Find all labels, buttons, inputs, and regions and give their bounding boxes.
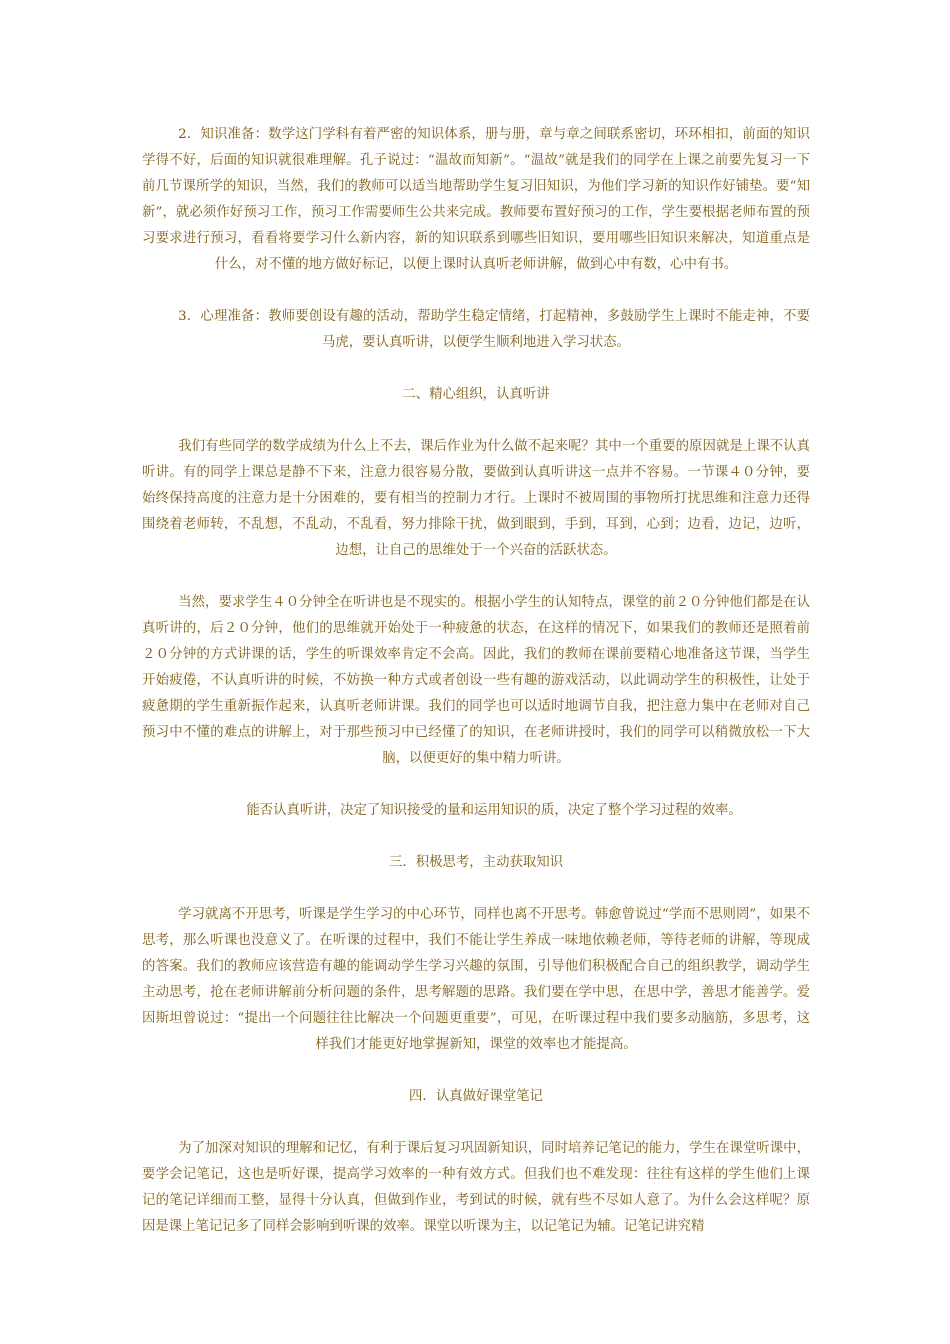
paragraph-think: 学习就离不开思考，听课是学生学习的中心环节，同样也离不开思考。韩愈曾说过“学而不思则罔”，如果不思考，那么听课也没意义了。在听课的过程中，我们不能让学生养成一味地依赖老师，等待老师的讲解，等现成的答案。我们的教师应该营造有趣的能调动学生学习兴趣的氛围，引导他们积极配合自己的组织教学，调动学生主动思考，抢在老师讲解前分析问题的条件，思考解题的思路。我们要在学中思，在思中学，善思才能善学。爱因斯坦曾说过：“提出一个问题往往比解决一个问题更重要”，可见，在听课过程中我们要多动脑筋，多思考，这样我们才能更好地掌握新知，课堂的效率也才能提高。 [142,907,810,1052]
spacer [142,278,810,304]
spacer [142,1110,810,1136]
section-heading-listen: 二、精心组织，认真听讲 [402,387,550,402]
paragraph-mental-prep: 3．心理准备：教师要创设有趣的活动，帮助学生稳定情绪，打起精神，多鼓励学生上课时不能走神，不要马虎，要认真听讲，以便学生顺利地进入学习状态。 [178,309,810,350]
spacer [142,824,810,850]
spacer [142,564,810,590]
paragraph-listen-1: 我们有些同学的数学成绩为什么上不去，课后作业为什么做不起来呢？其中一个重要的原因就是上课不认真听讲。有的同学上课总是静不下来，注意力很容易分散，要做到认真听讲这一点并不容易。一节课４０分钟，要始终保持高度的注意力是十分困难的，要有相当的控制力才行。上课时不被周围的事物所打扰思维和注意力还得围绕着老师转，不乱想，不乱动，不乱看，努力排除干扰，做到眼到，手到，耳到，心到；边看，边记，边听，边想，让自己的思维处于一个兴奋的活跃状态。 [142,439,810,558]
spacer [142,408,810,434]
paragraph-listen-3: 能否认真听讲，决定了知识接受的量和运用知识的质，决定了整个学习过程的效率。 [246,803,742,818]
spacer [142,1058,810,1084]
paragraph-listen-2: 当然，要求学生４０分钟全在听讲也是不现实的。根据小学生的认知特点，课堂的前２０分钟他们都是在认真听讲的，后２０分钟，他们的思维就开始处于一种疲惫的状态，在这样的情况下，如果我们的教师还是照着前２０分钟的方式讲课的话，学生的听课效率肯定不会高。因此，我们的教师在课前要精心地准备这节课，当学生开始疲倦，不认真听讲的时候，不妨换一种方式或者创设一些有趣的游戏活动，以此调动学生的积极性，让处于疲惫期的学生重新振作起来，认真听老师讲课。我们的同学也可以适时地调节自我，把注意力集中在老师对自己预习中不懂的难点的讲解上，对于那些预习中已经懂了的知识，在老师讲授时，我们的同学可以稍微放松一下大脑，以便更好的集中精力听讲。 [142,595,810,766]
spacer [142,772,810,798]
section-heading-notes: 四．认真做好课堂笔记 [409,1089,543,1104]
section-heading-think: 三．积极思考，主动获取知识 [388,855,564,870]
spacer [142,876,810,902]
paragraph-notes: 为了加深对知识的理解和记忆，有利于课后复习巩固新知识，同时培养记笔记的能力，学生在课堂听课中，要学会记笔记，这也是听好课，提高学习效率的一种有效方式。但我们也不难发现：往往有这样的学生他们上课记的笔记详细而工整，显得十分认真，但做到作业，考到试的时候，就有些不尽如人意了。为什么会这样呢？原因是课上笔记记多了同样会影响到听课的效率。课堂以听课为主，以记笔记为辅。记笔记讲究精 [142,1141,810,1234]
paragraph-knowledge-prep: 2．知识准备：数学这门学科有着严密的知识体系，册与册，章与章之间联系密切，环环相扣，前面的知识学得不好，后面的知识就很难理解。孔子说过：“温故而知新”。“温故”就是我们的同学在上课之前要先复习一下前几节课所学的知识，当然，我们的教师可以适当地帮助学生复习旧知识，为他们学习新的知识作好铺垫。要“知新”，就必须作好预习工作，预习工作需要师生公共来完成。教师要布置好预习的工作，学生要根据老师布置的预习要求进行预习，看看将要学习什么新内容，新的知识联系到哪些旧知识，要用哪些旧知识来解决，知道重点是什么，对不懂的地方做好标记，以便上课时认真听老师讲解，做到心中有数，心中有书。 [142,127,810,272]
document-page [142,122,810,1240]
spacer [142,356,810,382]
